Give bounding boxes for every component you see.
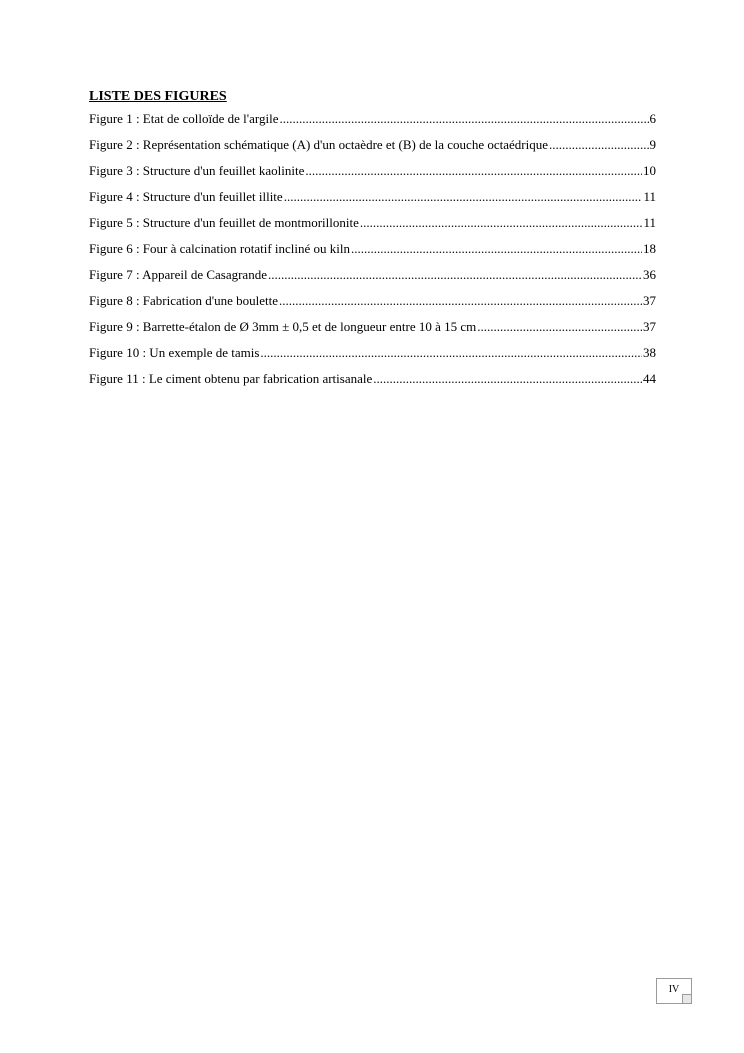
- dot-leader: [284, 188, 643, 206]
- page-title: LISTE DES FIGURES: [89, 89, 227, 104]
- toc-entry-figure-8[interactable]: [89, 292, 656, 318]
- toc-entry-page: 9: [649, 137, 656, 152]
- toc-list: [89, 110, 656, 396]
- toc-entry-page: 36: [643, 267, 656, 282]
- toc-entry-page: 11: [643, 189, 656, 204]
- toc-entry-page: 11: [643, 215, 656, 230]
- toc-entry-figure-10[interactable]: [89, 344, 656, 370]
- toc-entry-figure-3[interactable]: [89, 162, 656, 188]
- toc-entry-label: Figure 7 : Appareil de Casagrande: [89, 267, 267, 282]
- toc-entry-label: Figure 4 : Structure d'un feuillet illite: [89, 189, 283, 204]
- toc-entry-figure-5[interactable]: [89, 214, 656, 240]
- toc-entry-label: Figure 10 : Un exemple de tamis: [89, 345, 260, 360]
- toc-entry-label: Figure 6 : Four à calcination rotatif incliné ou kiln: [89, 241, 351, 256]
- dot-leader: [360, 214, 643, 232]
- toc-entry-page: 10: [643, 163, 656, 178]
- dot-leader: [279, 110, 648, 128]
- toc-entry-label: Figure 8 : Fabrication d'une boulette: [89, 293, 278, 308]
- toc-entry-figure-9[interactable]: [89, 318, 656, 344]
- dot-leader: [260, 344, 642, 362]
- toc-entry-label: Figure 9 : Barrette-étalon de Ø 3mm ± 0,5 et de longueur entre 10 à 15 cm: [89, 319, 477, 334]
- toc-entry-label: Figure 1 : Etat de colloïde de l'argile: [89, 111, 279, 126]
- toc-entry-figure-2[interactable]: [89, 136, 656, 162]
- toc-entry-figure-7[interactable]: [89, 266, 656, 292]
- toc-entry-label: Figure 11 : Le ciment obtenu par fabrication artisanale: [89, 371, 373, 386]
- toc-entry-label: Figure 3 : Structure d'un feuillet kaolinite: [89, 163, 305, 178]
- dot-leader: [477, 318, 642, 336]
- toc-entry-label: Figure 2 : Représentation schématique (A) d'un octaèdre et (B) de la couche octaédrique: [89, 137, 548, 152]
- toc-entry-figure-4[interactable]: [89, 188, 656, 214]
- dot-leader: [373, 370, 642, 388]
- toc-entry-page: 37: [643, 319, 656, 334]
- toc-entry-page: 44: [643, 371, 656, 386]
- toc-entry-page: 37: [643, 293, 656, 308]
- toc-entry-figure-11[interactable]: [89, 370, 656, 396]
- page-number: IV: [668, 984, 680, 995]
- toc-entry-figure-1[interactable]: [89, 110, 656, 136]
- toc-entry-label: Figure 5 : Structure d'un feuillet de montmorillonite: [89, 215, 359, 230]
- toc-entry-page: 6: [649, 111, 656, 126]
- toc-entry-page: 18: [643, 241, 656, 256]
- dot-leader: [305, 162, 642, 180]
- page-number-box: [656, 978, 692, 1004]
- dot-leader: [549, 136, 649, 154]
- folded-corner-icon: [682, 994, 691, 1003]
- dot-leader: [351, 240, 642, 258]
- dot-leader: [268, 266, 642, 284]
- dot-leader: [279, 292, 642, 310]
- list-of-figures: [89, 88, 656, 396]
- toc-entry-page: 38: [643, 345, 656, 360]
- toc-entry-figure-6[interactable]: [89, 240, 656, 266]
